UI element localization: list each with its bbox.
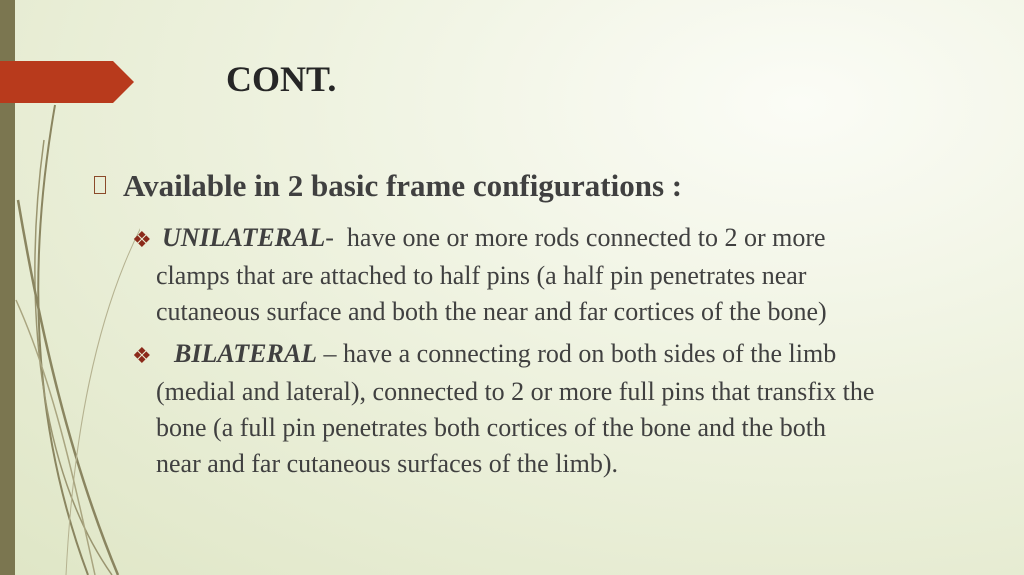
- separator: -: [325, 223, 347, 252]
- bullet-box-icon: [94, 176, 106, 194]
- diamond-bullet-icon: ❖: [132, 343, 152, 368]
- sub-bullet-unilateral: [132, 220, 992, 330]
- bilateral-line-1: have a connecting rod on both sides of the limb: [343, 339, 837, 368]
- main-bullet: [94, 168, 682, 204]
- diamond-bullet-icon: ❖: [132, 227, 152, 252]
- title-arrow-shape: [0, 0, 140, 110]
- term-unilateral: UNILATERAL: [162, 223, 326, 252]
- term-bilateral: BILATERAL: [174, 339, 318, 368]
- bilateral-line-3: bone (a full pin penetrates both cortices of the bone and the both: [156, 413, 827, 442]
- bilateral-line-2: (medial and lateral), connected to 2 or more full pins that transfix the: [156, 377, 875, 406]
- bilateral-line-4: near and far cutaneous surfaces of the limb).: [156, 449, 619, 478]
- unilateral-line-3: cutaneous surface and both the near and far cortices of the bone): [156, 297, 827, 326]
- sub-bullet-bilateral: [132, 336, 992, 482]
- main-bullet-text: Available in 2 basic frame configurations :: [123, 168, 683, 203]
- slide-title: CONT.: [226, 59, 337, 99]
- unilateral-line-2: clamps that are attached to half pins (a half pin penetrates near: [156, 261, 807, 290]
- separator: –: [317, 339, 344, 368]
- unilateral-line-1: have one or more rods connected to 2 or more: [346, 223, 826, 252]
